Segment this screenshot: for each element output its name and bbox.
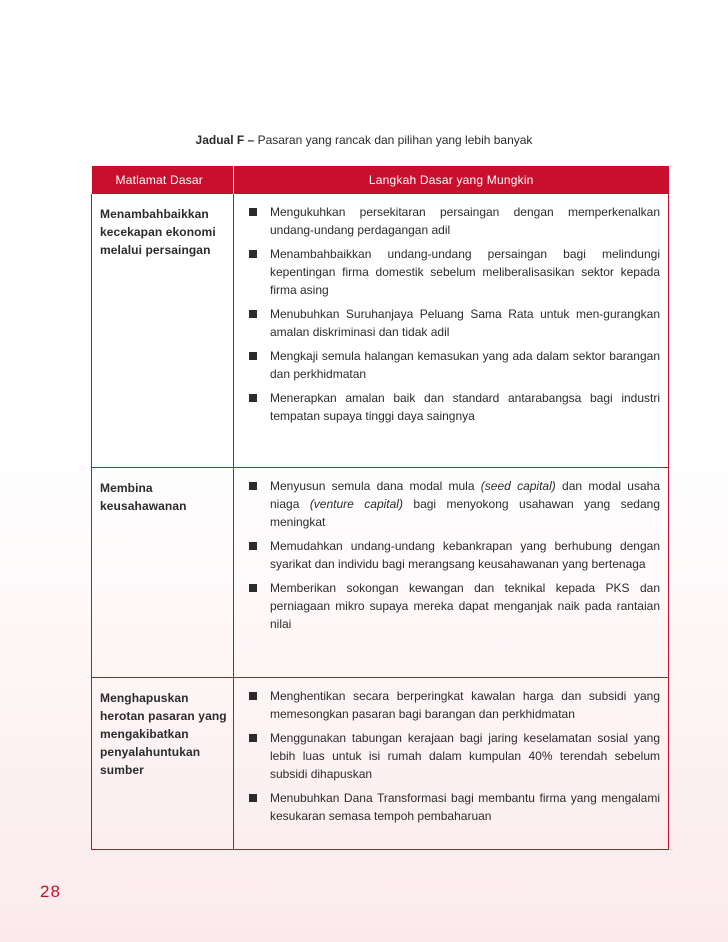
page-number: 28 <box>40 882 61 901</box>
steps-list <box>234 687 660 825</box>
square-bullet-icon <box>249 542 257 550</box>
list-item <box>234 579 660 633</box>
square-bullet-icon <box>249 208 257 216</box>
header-goal: Matlamat Dasar <box>92 166 234 194</box>
table-header <box>92 166 669 194</box>
list-item <box>234 203 660 239</box>
list-item <box>234 729 660 783</box>
table-caption-title: Pasaran yang rancak dan pilihan yang lebih banyak <box>257 133 533 147</box>
table-row <box>92 468 669 678</box>
square-bullet-icon <box>249 482 257 490</box>
step-text: Menggunakan tabungan kerajaan bagi jaring keselamatan sosial yang lebih luas untuk isi rumah dalam kumpulan 40% terendah sebelum subsidi dihapuskan <box>270 731 660 781</box>
list-item <box>234 477 660 531</box>
step-text: Memudahkan undang-undang kebankrapan yang berhubung dengan syarikat dan individu bagi merangsang keusahawanan yang bertenaga <box>270 539 660 571</box>
step-text: Menerapkan amalan baik dan standard antarabangsa bagi industri tempatan supaya tinggi daya saingnya <box>270 391 660 423</box>
table-body <box>92 194 669 850</box>
policy-goal: Membina keusahawanan <box>92 468 234 678</box>
table-row <box>92 194 669 468</box>
policy-goal: Menghapuskan herotan pasaran yang mengakibatkan penyalahuntukan sumber <box>92 678 234 850</box>
list-item <box>234 305 660 341</box>
step-text: Menyusun semula dana modal mula (seed capital) dan modal usaha niaga (venture capital) bagi menyokong usahawan yang sedang meningkat <box>270 479 661 529</box>
policy-goal: Menambahbaikkan kecekapan ekonomi melalui persaingan <box>92 194 234 468</box>
table-row <box>92 678 669 850</box>
step-text: Menubuhkan Dana Transformasi bagi membantu firma yang mengalami kesukaran semasa tempoh pembaharuan <box>270 791 660 823</box>
steps-list <box>234 477 660 633</box>
steps-list <box>234 203 660 425</box>
list-item <box>234 389 660 425</box>
square-bullet-icon <box>249 394 257 402</box>
square-bullet-icon <box>249 734 257 742</box>
list-item <box>234 687 660 723</box>
step-text: Mengkaji semula halangan kemasukan yang ada dalam sektor barangan dan perkhidmatan <box>270 349 660 381</box>
square-bullet-icon <box>249 352 257 360</box>
step-text: Menambahbaikkan undang-undang persaingan bagi melindungi kepentingan firma domestik sebelum meliberalisasikan sektor kepada firma asing <box>270 247 660 297</box>
square-bullet-icon <box>249 794 257 802</box>
policy-steps <box>234 468 669 678</box>
list-item <box>234 347 660 383</box>
table-caption-label: Jadual F – <box>195 133 255 147</box>
square-bullet-icon <box>249 250 257 258</box>
table-caption <box>0 133 728 147</box>
policy-steps <box>234 678 669 850</box>
list-item <box>234 245 660 299</box>
list-item <box>234 537 660 573</box>
square-bullet-icon <box>249 310 257 318</box>
square-bullet-icon <box>249 584 257 592</box>
policy-table <box>91 166 669 850</box>
step-text: Menghentikan secara berperingkat kawalan harga dan subsidi yang memesongkan pasaran bagi barangan dan perkhidmatan <box>270 689 660 721</box>
square-bullet-icon <box>249 692 257 700</box>
policy-steps <box>234 194 669 468</box>
step-text: Mengukuhkan persekitaran persaingan dengan memperkenalkan undang-undang perdagangan adil <box>270 205 660 237</box>
step-text: Memberikan sokongan kewangan dan teknikal kepada PKS dan perniagaan mikro supaya mereka dapat menganjak naik pada rantaian nilai <box>270 581 660 631</box>
list-item <box>234 789 660 825</box>
step-text: Menubuhkan Suruhanjaya Peluang Sama Rata untuk men-gurangkan amalan diskriminasi dan tidak adil <box>270 307 660 339</box>
header-steps: Langkah Dasar yang Mungkin <box>234 166 669 194</box>
